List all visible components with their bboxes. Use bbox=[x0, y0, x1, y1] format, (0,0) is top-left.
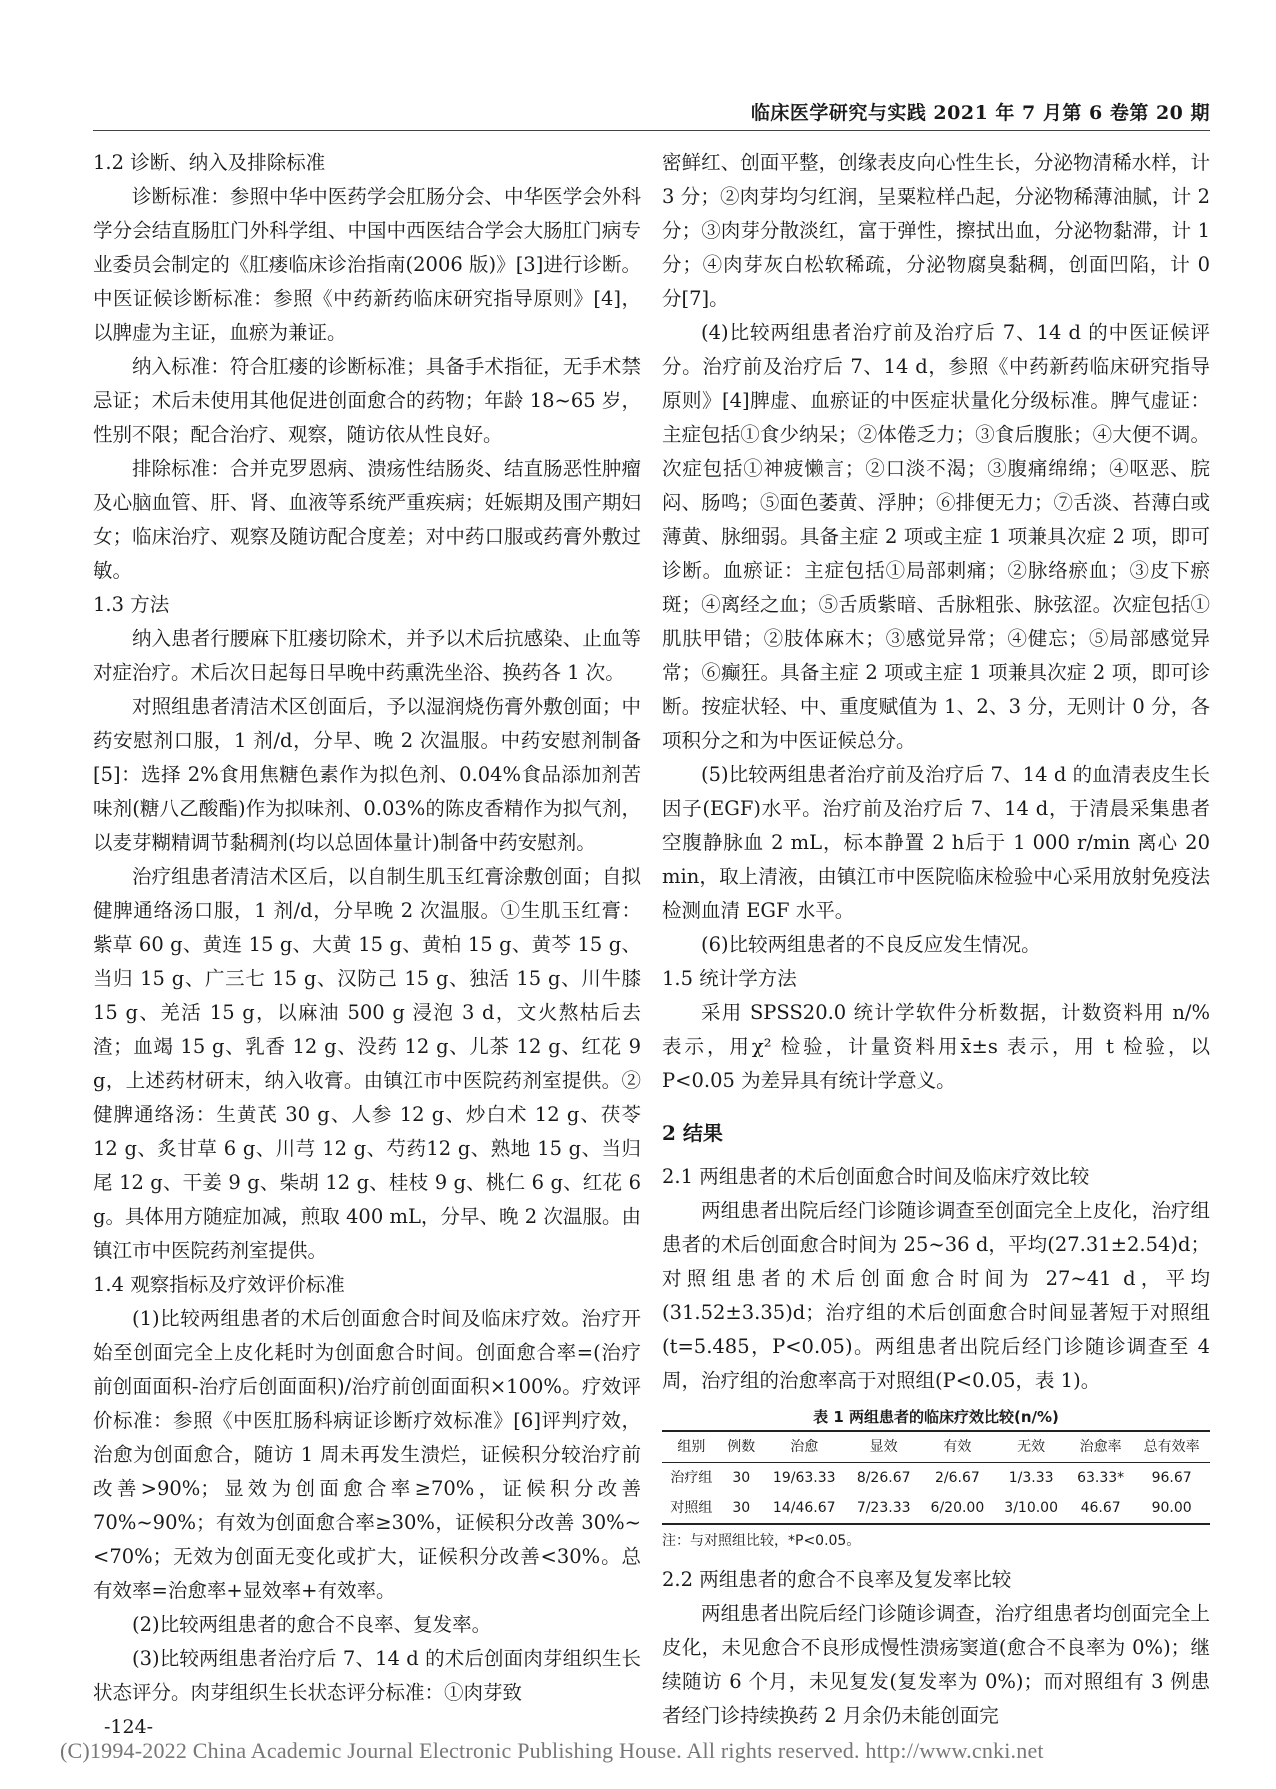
table-cell: 46.67 bbox=[1080, 1500, 1121, 1516]
table-1 bbox=[662, 1404, 1210, 1555]
table-cell: 7/23.33 bbox=[856, 1500, 911, 1516]
page-number: -124- bbox=[104, 1716, 154, 1738]
table-cell: 96.67 bbox=[1151, 1470, 1192, 1486]
paragraph: (4)比较两组患者治疗前及治疗后 7、14 d 的中医证候评分。治疗前及治疗后 7、14 d，参照《中药新药临床研究指导原则》[4]脾虚、血瘀证的中医症状量化分级标准。脾气虚证：主症包括①食少纳呆；②体倦乏力；③食后腹胀；④大便不调。次症包括①神疲懒言；②口淡不渴；③腹痛绵绵；④呕恶、脘闷、肠鸣；⑤面色萎黄、浮肿；⑥排便无力；⑦舌淡、苔薄白或薄黄、脉细弱。具备主症 2 项或主症 1 项兼具次症 2 项，即可诊断。血瘀证：主症包括①局部刺痛；②脉络瘀血；③皮下瘀斑；④离经之血；⑤舌质紫暗、舌脉粗张、脉弦涩。次症包括①肌肤甲错；②肢体麻木；③感觉异常；④健忘；⑤局部感觉异常；⑥癫狂。具备主症 2 项或主症 1 项兼具次症 2 项，即可诊断。按症状轻、中、重度赋值为 1、2、3 分，无则计 0 分，各项积分之和为中医证候总分。 bbox=[662, 321, 1210, 752]
table-header-cell: 组别 bbox=[677, 1439, 706, 1455]
subsection-heading: 1.4 观察指标及疗效评价标准 bbox=[93, 1273, 345, 1296]
header-rule bbox=[93, 130, 1210, 131]
paragraph: (2)比较两组患者的愈合不良率、复发率。 bbox=[132, 1613, 492, 1636]
paragraph: 采用 SPSS20.0 统计学软件分析数据，计数资料用 n/% 表示，用χ² 检验，计量资料用x̄±s 表示，用 t 检验，以 P<0.05 为差异具有统计学意义。 bbox=[662, 1001, 1210, 1092]
table-header-cell: 例数 bbox=[727, 1439, 756, 1455]
table-header-cell: 有效 bbox=[943, 1439, 972, 1455]
table-title: 表 1 两组患者的临床疗效比较(n/%) bbox=[813, 1408, 1059, 1426]
table-header-cell: 治愈率 bbox=[1079, 1439, 1122, 1455]
table-note: 注：与对照组比较，*P<0.05。 bbox=[662, 1533, 861, 1549]
table-cell: 1/3.33 bbox=[1008, 1470, 1054, 1486]
left-column bbox=[93, 146, 641, 1710]
table-cell: 2/6.67 bbox=[935, 1470, 980, 1486]
paragraph: 纳入标准：符合肛瘘的诊断标准；具备手术指征，无手术禁忌证；术后未使用其他促进创面愈合的药物；年龄 18~65 岁，性别不限；配合治疗、观察，随访依从性良好。 bbox=[93, 355, 641, 446]
table-header-row bbox=[662, 1431, 1210, 1463]
right-column-top bbox=[662, 146, 1210, 1398]
paragraph: (3)比较两组患者治疗后 7、14 d 的术后创面肉芽组织生长状态评分。肉芽组织生长状态评分标准：①肉芽致 bbox=[93, 1647, 641, 1704]
paragraph: 诊断标准：参照中华中医药学会肛肠分会、中华医学会外科学分会结直肠肛门外科学组、中国中西医结合学会大肠肛门病专业委员会制定的《肛瘘临床诊治指南(2006 版)》[3]进行诊断。中医证候诊断标准：参照《中药新药临床研究指导原则》[4]，以脾虚为主证，血瘀为兼证。 bbox=[93, 185, 641, 344]
paragraph: 排除标准：合并克罗恩病、溃疡性结肠炎、结直肠恶性肿瘤及心脑血管、肝、肾、血液等系统严重疾病；妊娠期及围产期妇女；临床治疗、观察及随访配合度差；对中药口服或药膏外敷过敏。 bbox=[93, 457, 641, 582]
paragraph: (6)比较两组患者的不良反应发生情况。 bbox=[701, 933, 1041, 956]
table-cell: 30 bbox=[732, 1470, 751, 1486]
table-row bbox=[662, 1463, 1210, 1494]
table-cell: 19/63.33 bbox=[772, 1470, 836, 1486]
table-cell: 63.33* bbox=[1077, 1470, 1125, 1486]
table-cell: 3/10.00 bbox=[1004, 1500, 1058, 1516]
right-column bbox=[662, 146, 1210, 1733]
journal-header: 临床医学研究与实践 2021 年 7 月第 6 卷第 20 期 bbox=[750, 102, 1210, 124]
table-cell: 8/26.67 bbox=[856, 1470, 911, 1486]
subsection-heading: 2.1 两组患者的术后创面愈合时间及临床疗效比较 bbox=[662, 1165, 1090, 1188]
paragraph: 两组患者出院后经门诊随诊调查，治疗组患者均创面完全上皮化，未见愈合不良形成慢性溃疡窦道(愈合不良率为 0%)；继续随访 6 个月，未见复发(复发率为 0%)；而对照组有 3 例患者经门诊持续换药 2 月余仍未能创面完 bbox=[662, 1602, 1210, 1727]
section-heading: 2 结果 bbox=[662, 1121, 723, 1145]
table-row bbox=[662, 1493, 1210, 1524]
clinical-efficacy-table bbox=[662, 1430, 1210, 1525]
table-header-cell: 总有效率 bbox=[1143, 1439, 1200, 1455]
table-cell: 6/20.00 bbox=[930, 1500, 985, 1516]
paragraph: 对照组患者清洁术区创面后，予以湿润烧伤膏外敷创面；中药安慰剂口服，1 剂/d，分早、晚 2 次温服。中药安慰剂制备[5]：选择 2%食用焦糖色素作为拟色剂、0.04%食品添加剂苦味剂(糖八乙酸酯)作为拟味剂、0.03%的陈皮香精作为拟气剂，以麦芽糊精调节黏稠剂(均以总固体量计)制备中药安慰剂。 bbox=[93, 695, 641, 854]
subsection-heading: 1.2 诊断、纳入及排除标准 bbox=[93, 151, 326, 174]
paragraph: 纳入患者行腰麻下肛瘘切除术，并予以术后抗感染、止血等对症治疗。术后次日起每日早晚中药熏洗坐浴、换药各 1 次。 bbox=[93, 627, 641, 684]
table-header-cell: 显效 bbox=[869, 1439, 898, 1455]
right-column-bottom bbox=[662, 1563, 1210, 1733]
subsection-heading: 2.2 两组患者的愈合不良率及复发率比较 bbox=[662, 1568, 1012, 1591]
paragraph: 治疗组患者清洁术区后，以自制生肌玉红膏涂敷创面；自拟健脾通络汤口服，1 剂/d，分早晚 2 次温服。①生肌玉红膏：紫草 60 g、黄连 15 g、大黄 15 g、黄柏 15 g、黄芩 15 g、当归 15 g、广三七 15 g、汉防己 15 g、独活 15 g、川牛膝 15 g、羌活 15 g，以麻油 500 g 浸泡 3 d，文火熬枯后去渣；血竭 15 g、乳香 12 g、没药 12 g、儿茶 12 g、红花 9 g，上述药材研末，纳入收膏。由镇江市中医院药剂室提供。②健脾通络汤：生黄芪 30 g、人参 12 g、炒白术 12 g、茯苓 12 g、炙甘草 6 g、川芎 12 g、芍药12 g、熟地 15 g、当归尾 12 g、干姜 9 g、柴胡 12 g、桂枝 9 g、桃仁 6 g、红花 6 g。具体用方随症加减，煎取 400 mL，分早、晚 2 次温服。由镇江市中医院药剂室提供。 bbox=[93, 865, 641, 1262]
subsection-heading: 1.3 方法 bbox=[93, 593, 170, 616]
table-header-cell: 治愈 bbox=[790, 1439, 819, 1455]
paragraph: 密鲜红、创面平整，创缘表皮向心性生长，分泌物清稀水样，计 3 分；②肉芽均匀红润，呈粟粒样凸起，分泌物稀薄油腻，计 2 分；③肉芽分散淡红，富于弹性，擦拭出血，分泌物黏滞，计 1 分；④肉芽灰白松软稀疏，分泌物腐臭黏稠，创面凹陷，计 0 分[7]。 bbox=[662, 151, 1210, 310]
paragraph: (5)比较两组患者治疗前及治疗后 7、14 d 的血清表皮生长因子(EGF)水平。治疗前及治疗后 7、14 d，于清晨采集患者空腹静脉血 2 mL，标本静置 2 h后于 1 000 r/min 离心 20 min，取上清液，由镇江市中医院临床检验中心采用放射免疫法检测血清 EGF 水平。 bbox=[662, 763, 1210, 922]
table-cell: 14/46.67 bbox=[772, 1500, 836, 1516]
table-body bbox=[662, 1463, 1210, 1525]
table-cell: 90.00 bbox=[1151, 1500, 1192, 1516]
table-cell: 对照组 bbox=[670, 1500, 713, 1516]
copyright-notice: (C)1994-2022 China Academic Journal Electronic Publishing House. All rights reserved. http://www.cnki.net bbox=[60, 1738, 1044, 1763]
paragraph: 两组患者出院后经门诊随诊调查至创面完全上皮化，治疗组患者的术后创面愈合时间为 25~36 d，平均(27.31±2.54)d；对照组患者的术后创面愈合时间为 27~41 d，平均(31.52±3.35)d；治疗组的术后创面愈合时间显著短于对照组(t=5.485，P<0.05)。两组患者出院后经门诊随诊调查至 4 周，治疗组的治愈率高于对照组(P<0.05，表 1)。 bbox=[662, 1199, 1210, 1392]
table-header-cell: 无效 bbox=[1017, 1439, 1046, 1455]
table-cell: 30 bbox=[732, 1500, 751, 1516]
table-cell: 治疗组 bbox=[670, 1470, 713, 1486]
paragraph: (1)比较两组患者的术后创面愈合时间及临床疗效。治疗开始至创面完全上皮化耗时为创面愈合时间。创面愈合率=(治疗前创面面积-治疗后创面面积)/治疗前创面面积×100%。疗效评价标准：参照《中医肛肠科病证诊断疗效标准》[6]评判疗效，治愈为创面愈合，随访 1 周未再发生溃烂，证候积分较治疗前改善>90%；显效为创面愈合率≥70%，证候积分改善70%~90%；有效为创面愈合率≥30%，证候积分改善 30%~<70%；无效为创面无变化或扩大，证候积分改善<30%。总有效率=治愈率+显效率+有效率。 bbox=[93, 1307, 641, 1602]
subsection-heading: 1.5 统计学方法 bbox=[662, 967, 797, 990]
